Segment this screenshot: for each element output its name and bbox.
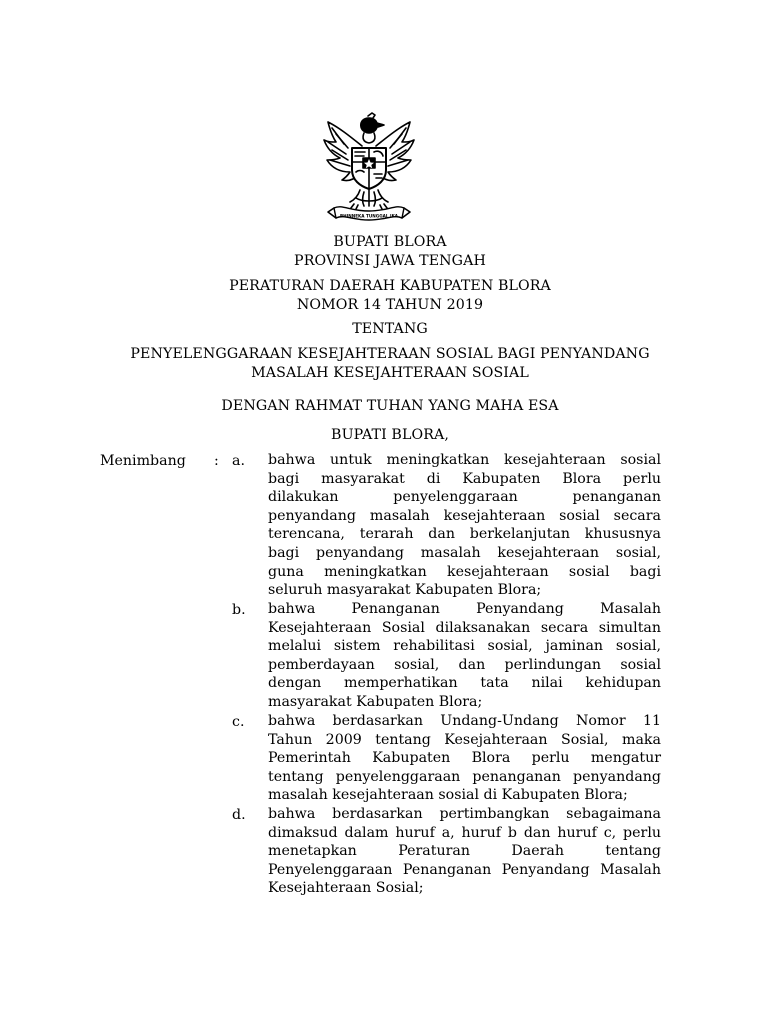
consideration-item-d: [268, 805, 661, 898]
item-a-line: penyandang masalah kesejahteraan sosial secara: [268, 507, 661, 524]
item-letter-c: c.: [232, 714, 245, 730]
item-a-line: bahwa untuk meningkatkan kesejahteraan sosial: [268, 452, 661, 468]
item-letter-a: a.: [232, 453, 245, 469]
svg-text:BHINNEKA TUNGGAL IKA: BHINNEKA TUNGGAL IKA: [339, 213, 399, 219]
item-b-line: pemberdayaan sosial, dan perlindungan sosial: [268, 656, 661, 673]
item-d-line: dimaksud dalam huruf a, huruf b dan huruf c, perlu: [268, 824, 661, 841]
consideration-item-b: [268, 600, 661, 712]
item-c-line: masalah kesejahteraan sosial di Kabupaten Blora;: [268, 787, 628, 804]
item-d-line: Kesejahteraan Sosial;: [268, 880, 424, 897]
item-b-line: bahwa Penanganan Penyandang Masalah: [268, 601, 661, 617]
item-d-line: bahwa berdasarkan pertimbangkan sebagaimana: [268, 806, 661, 822]
item-a-line: dilakukan penyelenggaraan penanganan: [268, 489, 661, 506]
item-letter-d: d.: [232, 807, 246, 823]
item-c-line: tentang penyelenggaraan penanganan penyandang: [268, 768, 661, 785]
item-b-line: masyarakat Kabupaten Blora;: [268, 693, 483, 710]
item-a-line: guna meningkatkan kesejahteraan sosial bagi: [268, 563, 661, 580]
item-b-line: Kesejahteraan Sosial dilaksanakan secara simultan: [268, 619, 661, 636]
provinsi-heading: PROVINSI JAWA TENGAH: [294, 253, 486, 269]
item-letter-b: b.: [232, 602, 246, 618]
item-a-line: bagi masyarakat di Kabupaten Blora perlu: [268, 470, 661, 487]
rahmat-heading: DENGAN RAHMAT TUHAN YANG MAHA ESA: [221, 398, 559, 414]
item-d-line: Penyelenggaraan Penanganan Penyandang Masalah: [268, 861, 661, 878]
menimbang-colon: :: [214, 453, 219, 469]
title-line-2: MASALAH KESEJAHTERAAN SOSIAL: [251, 365, 529, 381]
nomor-heading: NOMOR 14 TAHUN 2019: [296, 297, 484, 313]
item-a-line: bagi penyandang masalah kesejahteraan sosial,: [268, 544, 661, 561]
peraturan-heading: PERATURAN DAERAH KABUPATEN BLORA: [229, 278, 551, 294]
garuda-pancasila-icon: [318, 112, 420, 224]
bupati-heading: BUPATI BLORA: [333, 234, 447, 250]
consideration-item-a: [268, 451, 661, 600]
item-b-line: melalui sistem rehabilitasi sosial, jaminan sosial,: [268, 638, 661, 655]
item-a-line: seluruh masyarakat Kabupaten Blora;: [268, 582, 542, 599]
item-a-line: terencana, terarah dan berkelanjutan khususnya: [268, 526, 661, 543]
item-c-line: Tahun 2009 tentang Kesejahteraan Sosial, maka: [268, 731, 661, 748]
item-d-line: menetapkan Peraturan Daerah tentang: [268, 843, 661, 860]
item-c-line: Pemerintah Kabupaten Blora perlu mengatur: [268, 750, 661, 767]
item-b-line: dengan memperhatikan tata nilai kehidupan: [268, 675, 661, 692]
tentang-heading: TENTANG: [352, 321, 428, 337]
consideration-item-c: [268, 712, 661, 805]
bupati-blora-heading: BUPATI BLORA,: [331, 427, 449, 443]
title-line-1: PENYELENGGARAAN KESEJAHTERAAN SOSIAL BAGI PENYANDANG: [130, 346, 650, 362]
menimbang-label: Menimbang: [100, 453, 186, 469]
item-c-line: bahwa berdasarkan Undang-Undang Nomor 11: [268, 713, 661, 729]
